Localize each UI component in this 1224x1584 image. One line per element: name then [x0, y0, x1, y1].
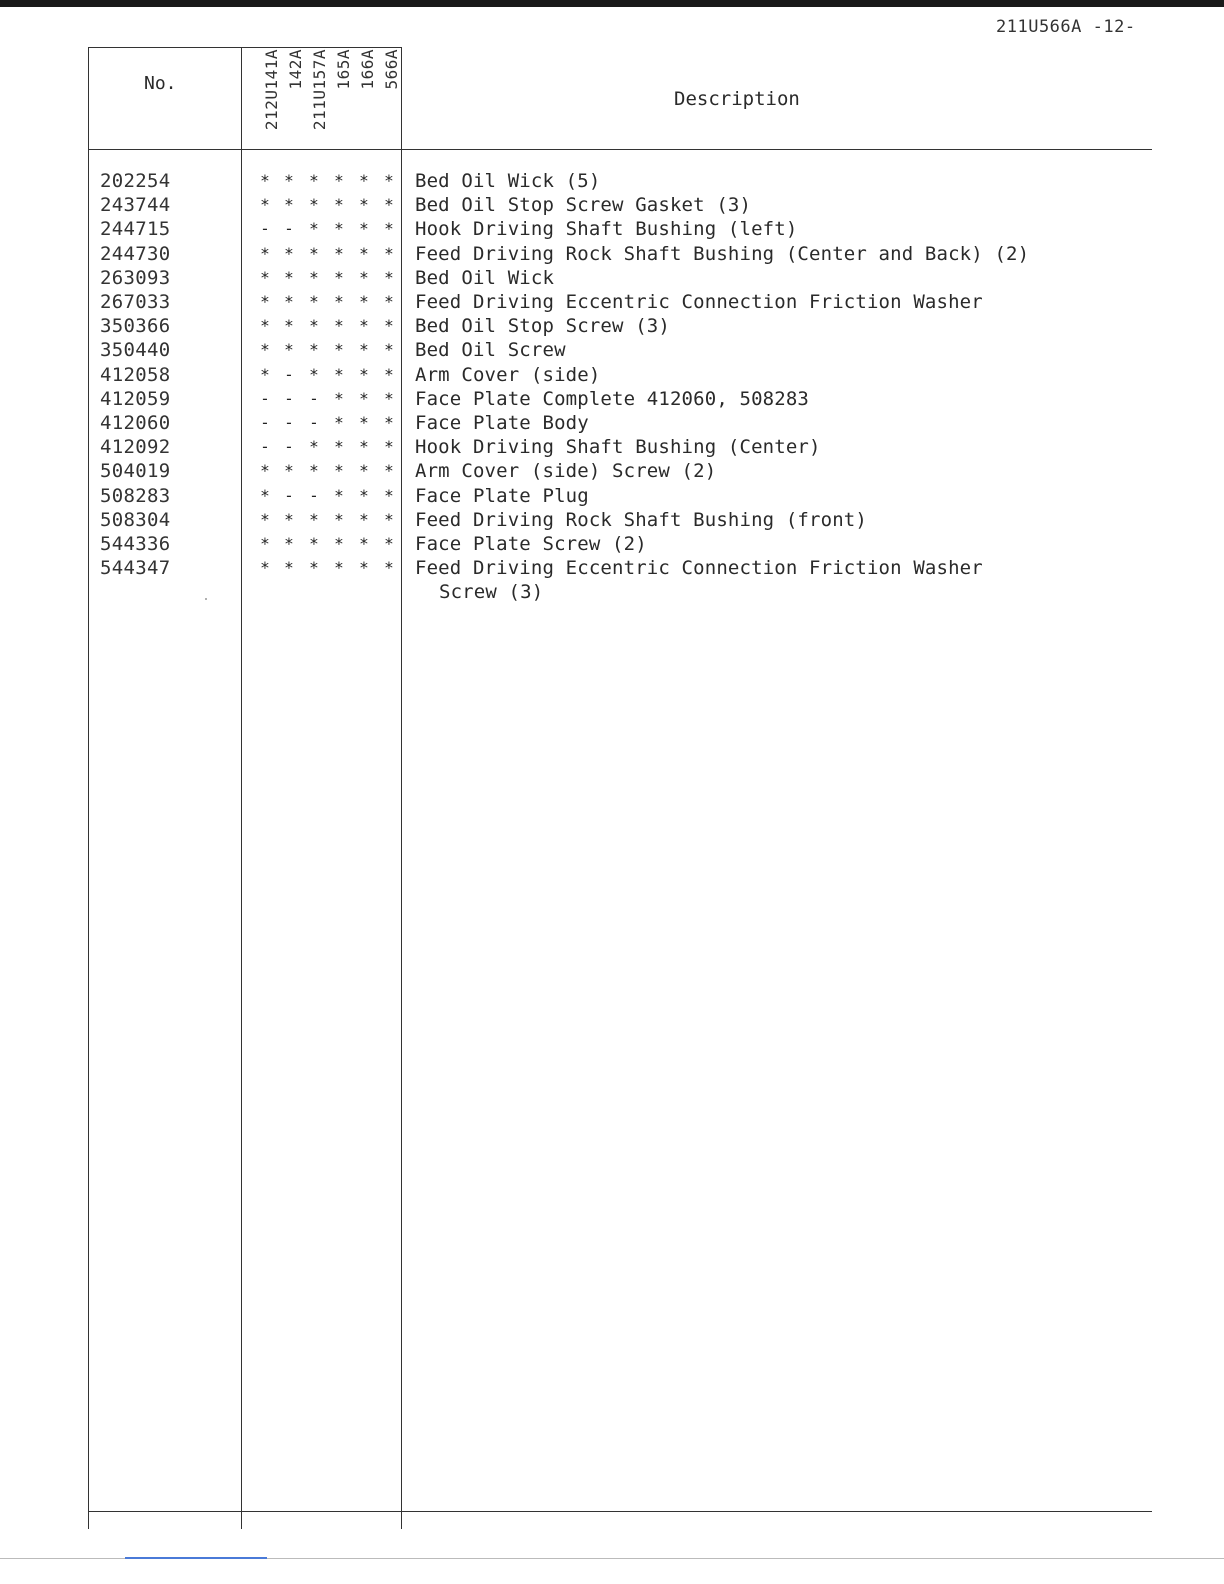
- model-availability-mark: *: [384, 437, 394, 457]
- model-availability-mark: *: [359, 534, 369, 553]
- part-description: Feed Driving Eccentric Connection Friction Washer: [415, 557, 983, 580]
- model-header: 212U141A: [262, 49, 281, 131]
- model-availability-mark: *: [359, 340, 369, 360]
- model-header: 211U157A: [310, 49, 329, 131]
- model-availability-mark: *: [309, 267, 319, 287]
- model-availability-mark: *: [359, 243, 369, 263]
- part-number: 350366: [100, 315, 171, 338]
- table-row: [88, 435, 1152, 459]
- model-availability-mark: *: [284, 534, 294, 553]
- table-row: [88, 338, 1152, 362]
- model-availability-mark: -: [284, 388, 294, 408]
- model-availability-mark: *: [359, 195, 369, 215]
- model-availability-mark: *: [260, 292, 270, 311]
- description-continuation-row: [88, 580, 1152, 604]
- model-availability-mark: *: [359, 437, 369, 457]
- model-availability-mark: *: [384, 413, 394, 432]
- part-number: 412092: [100, 436, 171, 459]
- model-availability-mark: *: [384, 171, 394, 190]
- header-no: No.: [144, 73, 177, 94]
- part-number: 244715: [100, 218, 171, 241]
- model-availability-mark: *: [359, 267, 369, 287]
- model-availability-mark: *: [284, 195, 294, 215]
- model-availability-mark: *: [334, 171, 344, 190]
- model-availability-mark: *: [359, 413, 369, 432]
- model-availability-mark: *: [334, 219, 344, 239]
- model-availability-mark: *: [359, 558, 369, 578]
- model-availability-mark: *: [359, 388, 369, 408]
- model-availability-mark: *: [309, 195, 319, 215]
- model-availability-mark: *: [384, 509, 394, 529]
- model-availability-mark: -: [309, 388, 319, 408]
- model-availability-mark: *: [384, 388, 394, 408]
- model-availability-mark: *: [334, 485, 344, 505]
- model-headers: [248, 49, 401, 147]
- table-top-border: [88, 47, 401, 48]
- model-availability-mark: -: [309, 413, 319, 432]
- model-availability-mark: *: [284, 461, 294, 481]
- model-availability-mark: *: [359, 461, 369, 481]
- model-availability-mark: *: [359, 364, 369, 384]
- part-number: 544347: [100, 557, 171, 580]
- model-availability-mark: *: [260, 364, 270, 384]
- model-availability-mark: *: [384, 267, 394, 287]
- table-row: [88, 556, 1152, 580]
- model-availability-mark: *: [309, 509, 319, 529]
- table-row: [88, 411, 1152, 435]
- model-availability-mark: *: [384, 485, 394, 505]
- model-availability-mark: *: [260, 316, 270, 336]
- model-availability-mark: *: [359, 485, 369, 505]
- model-availability-mark: *: [284, 267, 294, 287]
- model-availability-mark: *: [384, 340, 394, 360]
- model-availability-mark: *: [260, 267, 270, 287]
- model-availability-mark: *: [334, 340, 344, 360]
- model-availability-mark: *: [334, 388, 344, 408]
- parts-table: [88, 47, 1152, 1529]
- model-availability-mark: *: [309, 316, 319, 336]
- model-availability-mark: -: [260, 437, 270, 457]
- part-description: Feed Driving Rock Shaft Bushing (Center and Back) (2): [415, 242, 1030, 265]
- table-bottom-border: [88, 1511, 1152, 1512]
- part-number: 412058: [100, 363, 171, 386]
- part-description: Bed Oil Stop Screw Gasket (3): [415, 194, 752, 217]
- part-description: Hook Driving Shaft Bushing (left): [415, 218, 798, 241]
- table-row: [88, 387, 1152, 411]
- part-number: 263093: [100, 266, 171, 289]
- model-availability-mark: *: [260, 485, 270, 505]
- model-availability-mark: *: [309, 219, 319, 239]
- model-availability-mark: -: [284, 413, 294, 432]
- model-availability-mark: *: [309, 171, 319, 190]
- table-row: [88, 169, 1152, 193]
- table-row: [88, 266, 1152, 290]
- model-availability-mark: *: [384, 316, 394, 336]
- model-availability-mark: *: [384, 558, 394, 578]
- part-description: Face Plate Plug: [415, 484, 589, 507]
- model-availability-mark: *: [309, 364, 319, 384]
- table-row: [88, 532, 1152, 556]
- table-row: [88, 193, 1152, 217]
- header-description: Description: [674, 88, 800, 110]
- model-availability-mark: *: [384, 195, 394, 215]
- blue-underline-mark: [125, 1557, 267, 1559]
- model-availability-mark: *: [284, 340, 294, 360]
- model-availability-mark: *: [260, 195, 270, 215]
- model-availability-mark: *: [334, 534, 344, 553]
- model-header: 166A: [358, 49, 377, 90]
- table-row: [88, 217, 1152, 241]
- part-number: 202254: [100, 170, 171, 192]
- part-description: Bed Oil Stop Screw (3): [415, 315, 670, 338]
- header-separator: [88, 149, 1152, 150]
- table-row: [88, 290, 1152, 314]
- model-availability-mark: *: [260, 509, 270, 529]
- model-availability-mark: *: [284, 292, 294, 311]
- table-row: [88, 363, 1152, 387]
- model-availability-mark: *: [334, 292, 344, 311]
- model-availability-mark: *: [284, 171, 294, 190]
- model-availability-mark: *: [309, 461, 319, 481]
- model-availability-mark: *: [384, 461, 394, 481]
- part-number: 412060: [100, 412, 171, 434]
- model-availability-mark: *: [334, 509, 344, 529]
- model-availability-mark: -: [260, 413, 270, 432]
- model-availability-mark: -: [309, 485, 319, 505]
- part-number: 544336: [100, 533, 171, 555]
- model-availability-mark: *: [334, 195, 344, 215]
- part-number: 267033: [100, 291, 171, 313]
- model-availability-mark: *: [309, 558, 319, 578]
- table-row: [88, 508, 1152, 532]
- page-reference: 211U566A -12-: [996, 17, 1136, 37]
- model-availability-mark: *: [260, 171, 270, 190]
- part-description: Face Plate Body: [415, 412, 589, 434]
- model-availability-mark: *: [284, 243, 294, 263]
- table-row: [88, 459, 1152, 483]
- model-availability-mark: *: [309, 340, 319, 360]
- model-availability-mark: *: [359, 316, 369, 336]
- model-header: 142A: [286, 49, 305, 90]
- part-description: Bed Oil Wick (5): [415, 170, 601, 192]
- model-availability-mark: *: [260, 243, 270, 263]
- part-description: Arm Cover (side): [415, 363, 601, 386]
- model-availability-mark: *: [384, 364, 394, 384]
- part-number: 243744: [100, 194, 171, 217]
- model-availability-mark: -: [284, 219, 294, 239]
- part-number: 412059: [100, 387, 171, 410]
- model-availability-mark: *: [260, 558, 270, 578]
- part-description: Feed Driving Eccentric Connection Friction Washer: [415, 291, 983, 313]
- part-description: Bed Oil Screw: [415, 339, 566, 362]
- model-availability-mark: *: [309, 437, 319, 457]
- model-availability-mark: *: [309, 534, 319, 553]
- model-availability-mark: *: [309, 243, 319, 263]
- model-availability-mark: *: [334, 316, 344, 336]
- model-availability-mark: -: [260, 388, 270, 408]
- part-description: Arm Cover (side) Screw (2): [415, 460, 717, 483]
- top-border-rule: [0, 0, 1224, 7]
- model-availability-mark: *: [359, 509, 369, 529]
- model-availability-mark: *: [309, 292, 319, 311]
- model-availability-mark: *: [260, 534, 270, 553]
- table-row: [88, 242, 1152, 266]
- table-row: [88, 484, 1152, 508]
- model-header: 165A: [334, 49, 353, 90]
- model-availability-mark: *: [384, 219, 394, 239]
- scan-speck: [205, 598, 207, 600]
- part-number: 504019: [100, 460, 171, 483]
- model-availability-mark: -: [284, 437, 294, 457]
- part-description: Face Plate Complete 412060, 508283: [415, 387, 810, 410]
- part-description: Feed Driving Rock Shaft Bushing (front): [415, 508, 867, 531]
- model-availability-mark: *: [334, 461, 344, 481]
- part-number: 508304: [100, 508, 171, 531]
- model-header: 566A: [382, 49, 401, 90]
- part-number: 508283: [100, 484, 171, 507]
- part-description: Hook Driving Shaft Bushing (Center): [415, 436, 821, 459]
- table-row: [88, 314, 1152, 338]
- model-availability-mark: *: [359, 292, 369, 311]
- model-availability-mark: *: [334, 437, 344, 457]
- part-description: Face Plate Screw (2): [415, 533, 647, 555]
- model-availability-mark: *: [334, 413, 344, 432]
- model-availability-mark: -: [284, 485, 294, 505]
- model-availability-mark: *: [260, 461, 270, 481]
- model-availability-mark: -: [284, 364, 294, 384]
- part-number: 244730: [100, 242, 171, 265]
- model-availability-mark: *: [334, 243, 344, 263]
- model-availability-mark: *: [334, 364, 344, 384]
- model-availability-mark: *: [284, 509, 294, 529]
- model-availability-mark: -: [260, 219, 270, 239]
- model-availability-mark: *: [384, 534, 394, 553]
- model-availability-mark: *: [284, 558, 294, 578]
- model-availability-mark: *: [384, 243, 394, 263]
- model-availability-mark: *: [334, 267, 344, 287]
- part-number: 350440: [100, 339, 171, 362]
- model-availability-mark: *: [359, 171, 369, 190]
- model-availability-mark: *: [384, 292, 394, 311]
- model-availability-mark: *: [359, 219, 369, 239]
- model-availability-mark: *: [284, 316, 294, 336]
- model-availability-mark: *: [260, 340, 270, 360]
- model-availability-mark: *: [334, 558, 344, 578]
- description-continuation: Screw (3): [439, 581, 544, 604]
- part-description: Bed Oil Wick: [415, 266, 555, 289]
